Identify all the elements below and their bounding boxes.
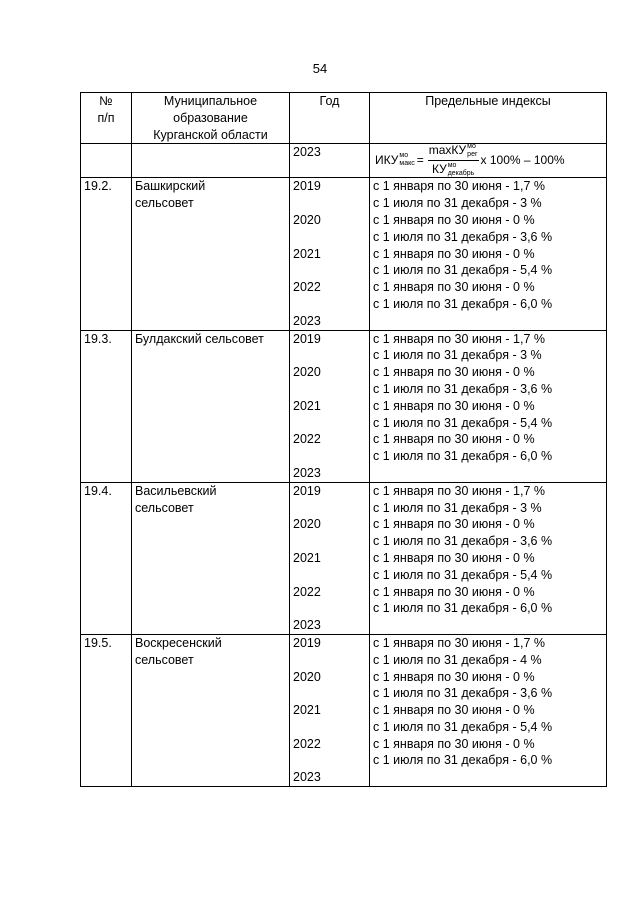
year: 2020 (293, 212, 321, 227)
header-municipality-line: Муниципальное (163, 94, 258, 108)
municipality-name-line: Булдакский сельсовет (135, 331, 264, 346)
index-period: с 1 июля по 31 декабря - 5,4 % (373, 415, 553, 430)
index-period: с 1 июля по 31 декабря - 3 % (373, 500, 542, 515)
cell-year (290, 178, 370, 330)
formula-lhs-sup: мо (399, 152, 409, 160)
table-header-row (81, 93, 607, 144)
year: 2022 (293, 736, 321, 751)
formula-num-sub: рег (467, 150, 478, 158)
header-num-line: п/п (97, 110, 115, 125)
cell-name (132, 144, 290, 178)
header-municipality (132, 93, 290, 144)
header-num (81, 93, 132, 144)
index-period: с 1 января по 30 июня - 0 % (373, 669, 535, 684)
municipality-name-line: сельсовет (135, 652, 194, 667)
cell-year (290, 330, 370, 482)
formula-denominator (432, 161, 474, 178)
table-row (81, 330, 607, 482)
index-period: с 1 июля по 31 декабря - 6,0 % (373, 753, 553, 768)
year: 2023 (293, 770, 321, 785)
formula-num-text: maxКУ (428, 143, 467, 158)
index-period: с 1 января по 30 июня - 0 % (373, 432, 535, 447)
cell-name (132, 330, 290, 482)
year: 2019 (293, 483, 321, 498)
cell-indices (370, 330, 607, 482)
index-period: с 1 января по 30 июня - 1,7 % (373, 635, 545, 650)
index-period: с 1 июля по 31 декабря - 5,4 % (373, 263, 553, 278)
year: 2023 (293, 313, 321, 328)
municipality-name-line: сельсовет (135, 500, 194, 515)
header-year: Год (290, 93, 370, 144)
index-period: с 1 июля по 31 декабря - 6,0 % (373, 296, 553, 311)
formula-den-sub: декабрь (447, 169, 475, 177)
formula-num-sup: мо (467, 142, 476, 150)
header-municipality-line: Курганской области (153, 127, 268, 142)
index-period: с 1 января по 30 июня - 0 % (373, 517, 535, 532)
cell-num (81, 634, 132, 786)
year: 2021 (293, 246, 321, 261)
formula-num-indices (467, 143, 477, 159)
year: 2019 (293, 179, 321, 194)
cell-year (290, 634, 370, 786)
cell-year (290, 144, 370, 178)
year: 2021 (293, 398, 321, 413)
municipality-name-line: Воскресенский (135, 635, 222, 650)
cell-year (290, 482, 370, 634)
index-period: с 1 июля по 31 декабря - 3 % (373, 196, 542, 211)
cell-indices (370, 482, 607, 634)
header-municipality-line: образование (173, 110, 248, 125)
header-indices: Предельные индексы (370, 93, 607, 144)
index-period: с 1 июля по 31 декабря - 3 % (373, 348, 542, 363)
year: 2022 (293, 280, 321, 295)
formula-den-indices (448, 162, 475, 178)
formula-den-text: КУ (431, 162, 447, 177)
index-period: с 1 января по 30 июня - 0 % (373, 280, 535, 295)
formula-den-sup: мо (447, 161, 457, 169)
cell-num (81, 482, 132, 634)
formula-lhs: ИКУ (375, 153, 399, 168)
year: 2023 (293, 618, 321, 633)
year: 2021 (293, 703, 321, 718)
municipality-name-line: Васильевский (135, 483, 217, 498)
year: 2020 (293, 365, 321, 380)
index-period: с 1 января по 30 июня - 0 % (373, 736, 535, 751)
cell-name (132, 482, 290, 634)
municipality-name-line: сельсовет (135, 196, 194, 211)
row-number: 19.5. (84, 635, 112, 650)
year: 2022 (293, 432, 321, 447)
formula (373, 144, 603, 176)
table-row (81, 634, 607, 786)
page-number: 54 (312, 61, 328, 76)
table-row (81, 482, 607, 634)
row-number: 19.2. (84, 179, 112, 194)
cell-num (81, 330, 132, 482)
cell-num (81, 144, 132, 178)
index-period: с 1 января по 30 июня - 0 % (373, 550, 535, 565)
row-number: 19.3. (84, 331, 112, 346)
index-period: с 1 июля по 31 декабря - 6,0 % (373, 449, 553, 464)
formula-lhs-sub: макс (399, 160, 415, 168)
index-period: с 1 июля по 31 декабря - 3,6 % (373, 686, 553, 701)
year: 2019 (293, 331, 321, 346)
cell-name (132, 178, 290, 330)
index-period: с 1 июля по 31 декабря - 3,6 % (373, 534, 553, 549)
formula-tail: x 100% – 100% (480, 153, 565, 168)
year: 2020 (293, 669, 321, 684)
formula-numerator (428, 143, 479, 161)
cell-num (81, 178, 132, 330)
year: 2023 (293, 145, 321, 160)
index-period: с 1 июля по 31 декабря - 5,4 % (373, 719, 553, 734)
index-period: с 1 июля по 31 декабря - 4 % (373, 652, 542, 667)
year: 2021 (293, 550, 321, 565)
year: 2022 (293, 584, 321, 599)
index-period: с 1 января по 30 июня - 0 % (373, 365, 535, 380)
cell-indices (370, 178, 607, 330)
index-period: с 1 января по 30 июня - 1,7 % (373, 483, 545, 498)
formula-slot (373, 144, 603, 176)
continuation-row (81, 144, 607, 178)
formula-eq: = (416, 153, 424, 168)
cell-indices (370, 144, 607, 178)
indices-table (80, 92, 607, 787)
year: 2019 (293, 635, 321, 650)
index-period: с 1 января по 30 июня - 0 % (373, 584, 535, 599)
index-period: с 1 января по 30 июня - 0 % (373, 212, 535, 227)
index-period: с 1 января по 30 июня - 0 % (373, 246, 535, 261)
year: 2020 (293, 517, 321, 532)
index-period: с 1 июля по 31 декабря - 3,6 % (373, 229, 553, 244)
index-period: с 1 января по 30 июня - 0 % (373, 703, 535, 718)
index-period: с 1 июля по 31 декабря - 5,4 % (373, 567, 553, 582)
index-period: с 1 июля по 31 декабря - 3,6 % (373, 381, 553, 396)
formula-lhs-indices (399, 152, 414, 168)
index-period: с 1 января по 30 июня - 0 % (373, 398, 535, 413)
index-period: с 1 января по 30 июня - 1,7 % (373, 331, 545, 346)
index-period: с 1 января по 30 июня - 1,7 % (373, 179, 545, 194)
cell-name (132, 634, 290, 786)
formula-fraction (428, 143, 479, 178)
municipality-name-line: Башкирский (135, 179, 206, 194)
cell-indices (370, 634, 607, 786)
year: 2023 (293, 465, 321, 480)
table-row (81, 178, 607, 330)
row-number: 19.4. (84, 483, 112, 498)
header-num-line: № (99, 94, 113, 108)
index-period: с 1 июля по 31 декабря - 6,0 % (373, 601, 553, 616)
